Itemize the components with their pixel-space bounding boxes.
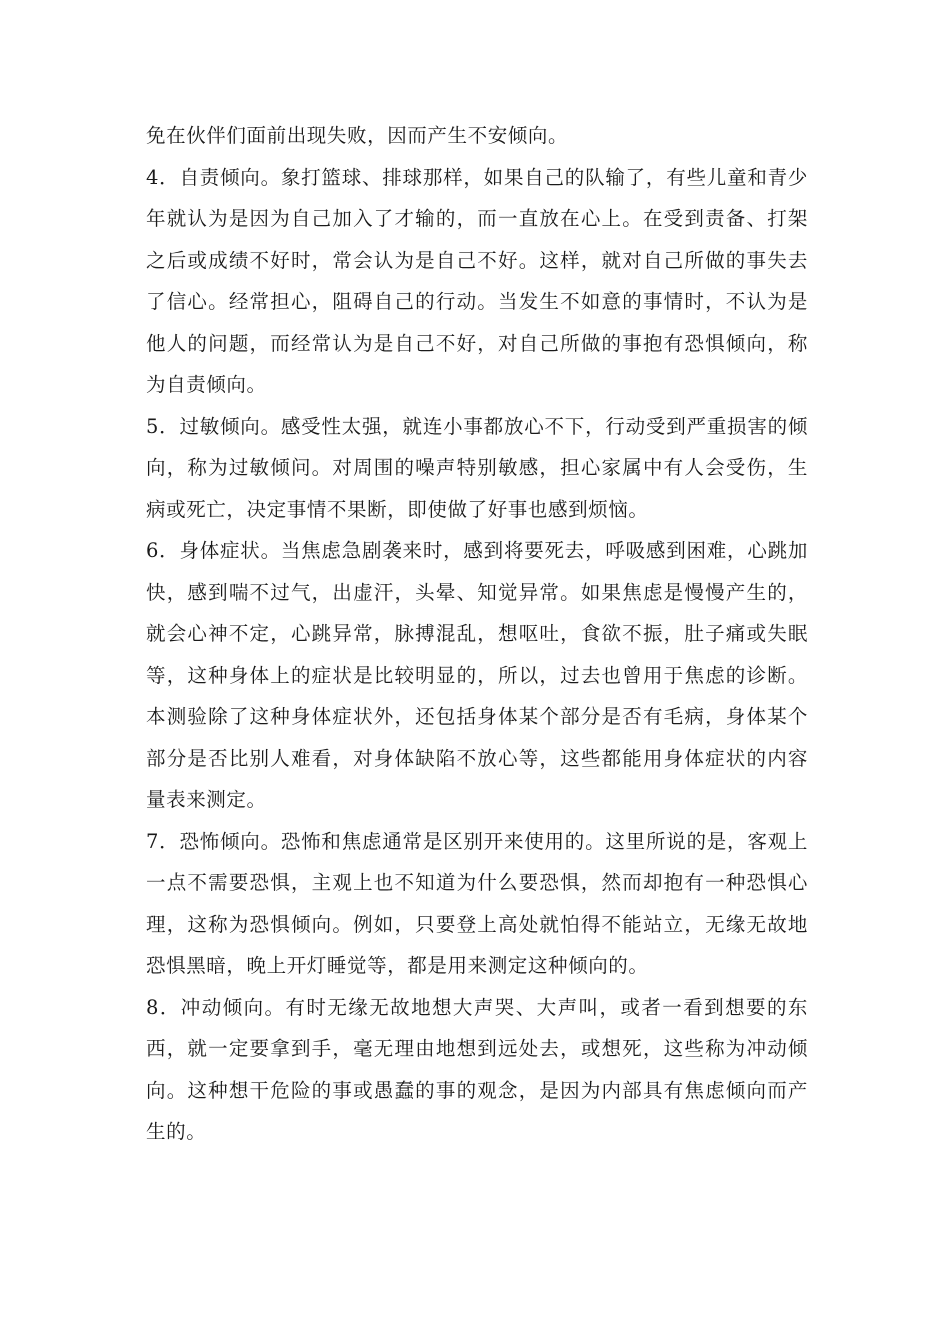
paragraph-physical-symptoms: 6．身体症状。当焦虑急剧袭来时，感到将要死去，呼吸感到困难，心跳加快，感到喘不过气，出虚汗，头晕、知觉异常。如果焦虑是慢慢产生的，就会心神不定，心跳异常，脉搏混乱，想呕吐，食欲不振，肚子痛或失眠等，这种身体上的症状是比较明显的，所以，过去也曾用于焦虑的诊断。本测验除了这种身体症状外，还包括身体某个部分是否有毛病，身体某个部分是否比别人难看，对身体缺陷不放心等，这些都能用身体症状的内容量表来测定。 bbox=[146, 539, 808, 811]
paragraph-continuation: 免在伙伴们面前出现失败，因而产生不安倾向。 bbox=[146, 124, 569, 147]
paragraph-impulse: 8．冲动倾向。有时无缘无故地想大声哭、大声叫，或者一看到想要的东西，就一定要拿到手，毫无理由地想到远处去，或想死，这些称为冲动倾向。这种想干危险的事或愚蠢的事的观念，是因为内部具有焦虑倾向而产生的。 bbox=[146, 995, 808, 1143]
paragraph-self-blame: 4．自责倾向。象打篮球、排球那样，如果自己的队输了，有些儿童和青少年就认为是因为自己加入了才输的，而一直放在心上。在受到责备、打架之后或成绩不好时，常会认为是自己不好。这样，就对自己所做的事失去了信心。经常担心，阻碍自己的行动。当发生不如意的事情时，不认为是他人的问题，而经常认为是自己不好，对自己所做的事抱有恐惧倾向，称为自责倾向。 bbox=[146, 165, 808, 396]
paragraph-oversensitivity: 5．过敏倾向。感受性太强，就连小事都放心不下，行动受到严重损害的倾向，称为过敏倾问。对周围的噪声特别敏感，担心家属中有人会受伤，生病或死亡，决定事情不果断，即使做了好事也感到烦恼。 bbox=[146, 414, 808, 521]
paragraph-fear: 7．恐怖倾向。恐怖和焦虑通常是区别开来使用的。这里所说的是，客观上一点不需要恐惧，主观上也不知道为什么要恐惧，然而却抱有一种恐惧心理，这称为恐惧倾向。例如，只要登上高处就怕得不能站立，无缘无故地恐惧黑暗，晚上开灯睡觉等，都是用来测定这种倾向的。 bbox=[146, 829, 808, 977]
document-body bbox=[146, 115, 808, 1153]
